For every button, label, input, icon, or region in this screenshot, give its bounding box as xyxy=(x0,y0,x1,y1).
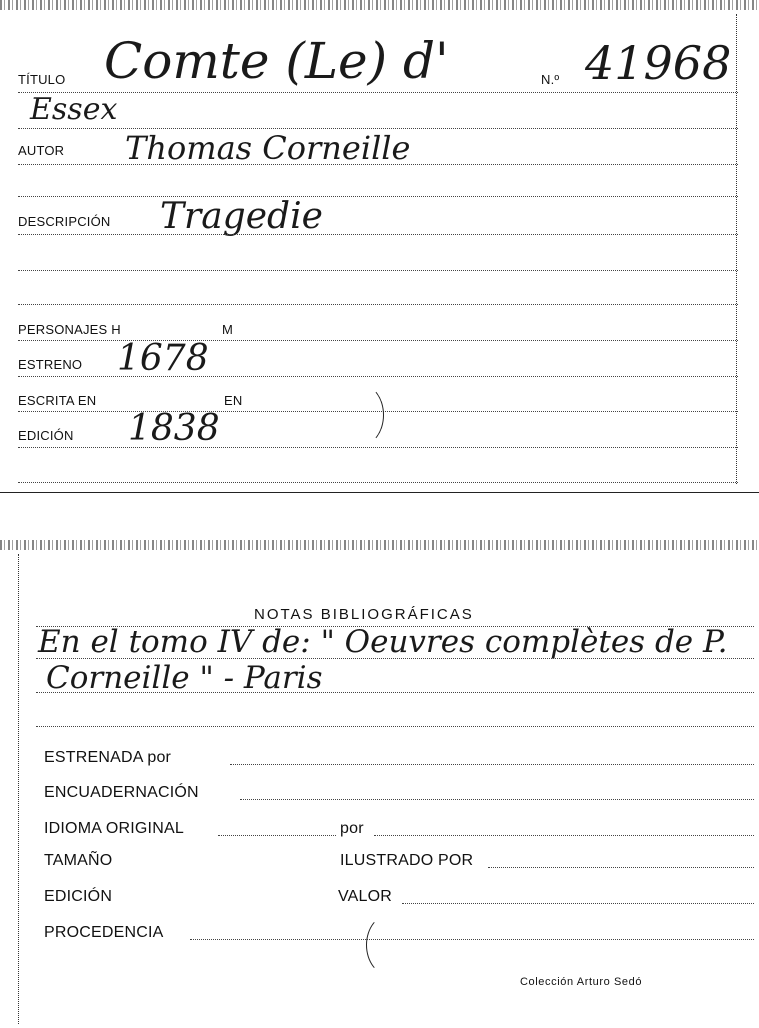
card-bottom-edge xyxy=(0,492,759,493)
catalog-card-front xyxy=(0,0,759,493)
personajes-m-label: M xyxy=(222,322,234,337)
descripcion-label: DESCRIPCIÓN xyxy=(18,214,111,229)
notas-heading: NOTAS BIBLIOGRÁFICAS xyxy=(254,606,474,623)
descripcion-rule-2 xyxy=(18,270,738,271)
titulo-handwritten-line-1: Comte (Le) d' xyxy=(104,32,449,90)
idioma-por-rule xyxy=(374,835,754,836)
card-top-edge xyxy=(0,540,759,550)
card-left-margin-line xyxy=(18,554,19,1024)
notas-handwritten-line-1: En el tomo IV de: " Oeuvres complètes de P. xyxy=(38,624,728,660)
edicion-label: EDICIÓN xyxy=(18,428,74,443)
autor-label: AUTOR xyxy=(18,143,65,158)
edicion-rule xyxy=(18,447,738,448)
encuadernacion-label: ENCUADERNACIÓN xyxy=(44,784,199,801)
titulo-handwritten-line-2: Essex xyxy=(30,92,118,127)
encuadernacion-rule xyxy=(240,799,754,800)
card-top-edge xyxy=(0,0,759,10)
valor-label: VALOR xyxy=(338,888,393,905)
titulo-label: TÍTULO xyxy=(18,72,66,87)
descripcion-rule-3 xyxy=(18,304,738,305)
estreno-label: ESTRENO xyxy=(18,357,83,372)
valor-rule xyxy=(402,903,754,904)
estreno-handwritten: 1678 xyxy=(117,338,209,379)
escrita-label: ESCRITA EN xyxy=(18,393,97,408)
ilustrado-label: ILUSTRADO POR xyxy=(340,852,474,869)
personajes-label: PERSONAJES H xyxy=(18,322,121,337)
autor-rule-2 xyxy=(18,196,738,197)
autor-rule xyxy=(18,164,738,165)
edicion-handwritten: 1838 xyxy=(128,408,220,449)
catalog-card-back xyxy=(0,540,759,1028)
ilustrado-rule xyxy=(488,867,754,868)
notas-rule-4 xyxy=(36,726,754,727)
notas-rule-3 xyxy=(36,692,754,693)
idioma-label: IDIOMA ORIGINAL xyxy=(44,820,184,837)
edicion-rule-2 xyxy=(18,482,738,483)
estrenada-label: ESTRENADA por xyxy=(44,749,172,766)
punch-hole-mark xyxy=(338,384,384,446)
estrenada-rule xyxy=(230,764,754,765)
notas-rule-2 xyxy=(36,658,754,659)
idioma-por-label: por xyxy=(340,820,364,837)
procedencia-label: PROCEDENCIA xyxy=(44,924,164,941)
punch-hole-mark xyxy=(366,914,414,976)
edicion-back-label: EDICIÓN xyxy=(44,888,113,905)
coleccion-stamp: Colección Arturo Sedó xyxy=(520,976,643,988)
descripcion-rule xyxy=(18,234,738,235)
titulo-rule xyxy=(18,92,738,93)
estreno-rule xyxy=(18,376,738,377)
numero-handwritten: 41968 xyxy=(585,36,732,90)
tamano-label: TAMAÑO xyxy=(44,852,113,869)
autor-handwritten: Thomas Corneille xyxy=(125,129,411,167)
card-right-margin-line xyxy=(736,14,737,484)
procedencia-rule xyxy=(190,939,754,940)
descripcion-handwritten: Tragedie xyxy=(160,196,323,237)
escrita-en-label: EN xyxy=(224,393,243,408)
idioma-rule xyxy=(218,835,336,836)
numero-label: N.º xyxy=(541,72,560,87)
notas-handwritten-line-2: Corneille " - Paris xyxy=(46,660,323,696)
